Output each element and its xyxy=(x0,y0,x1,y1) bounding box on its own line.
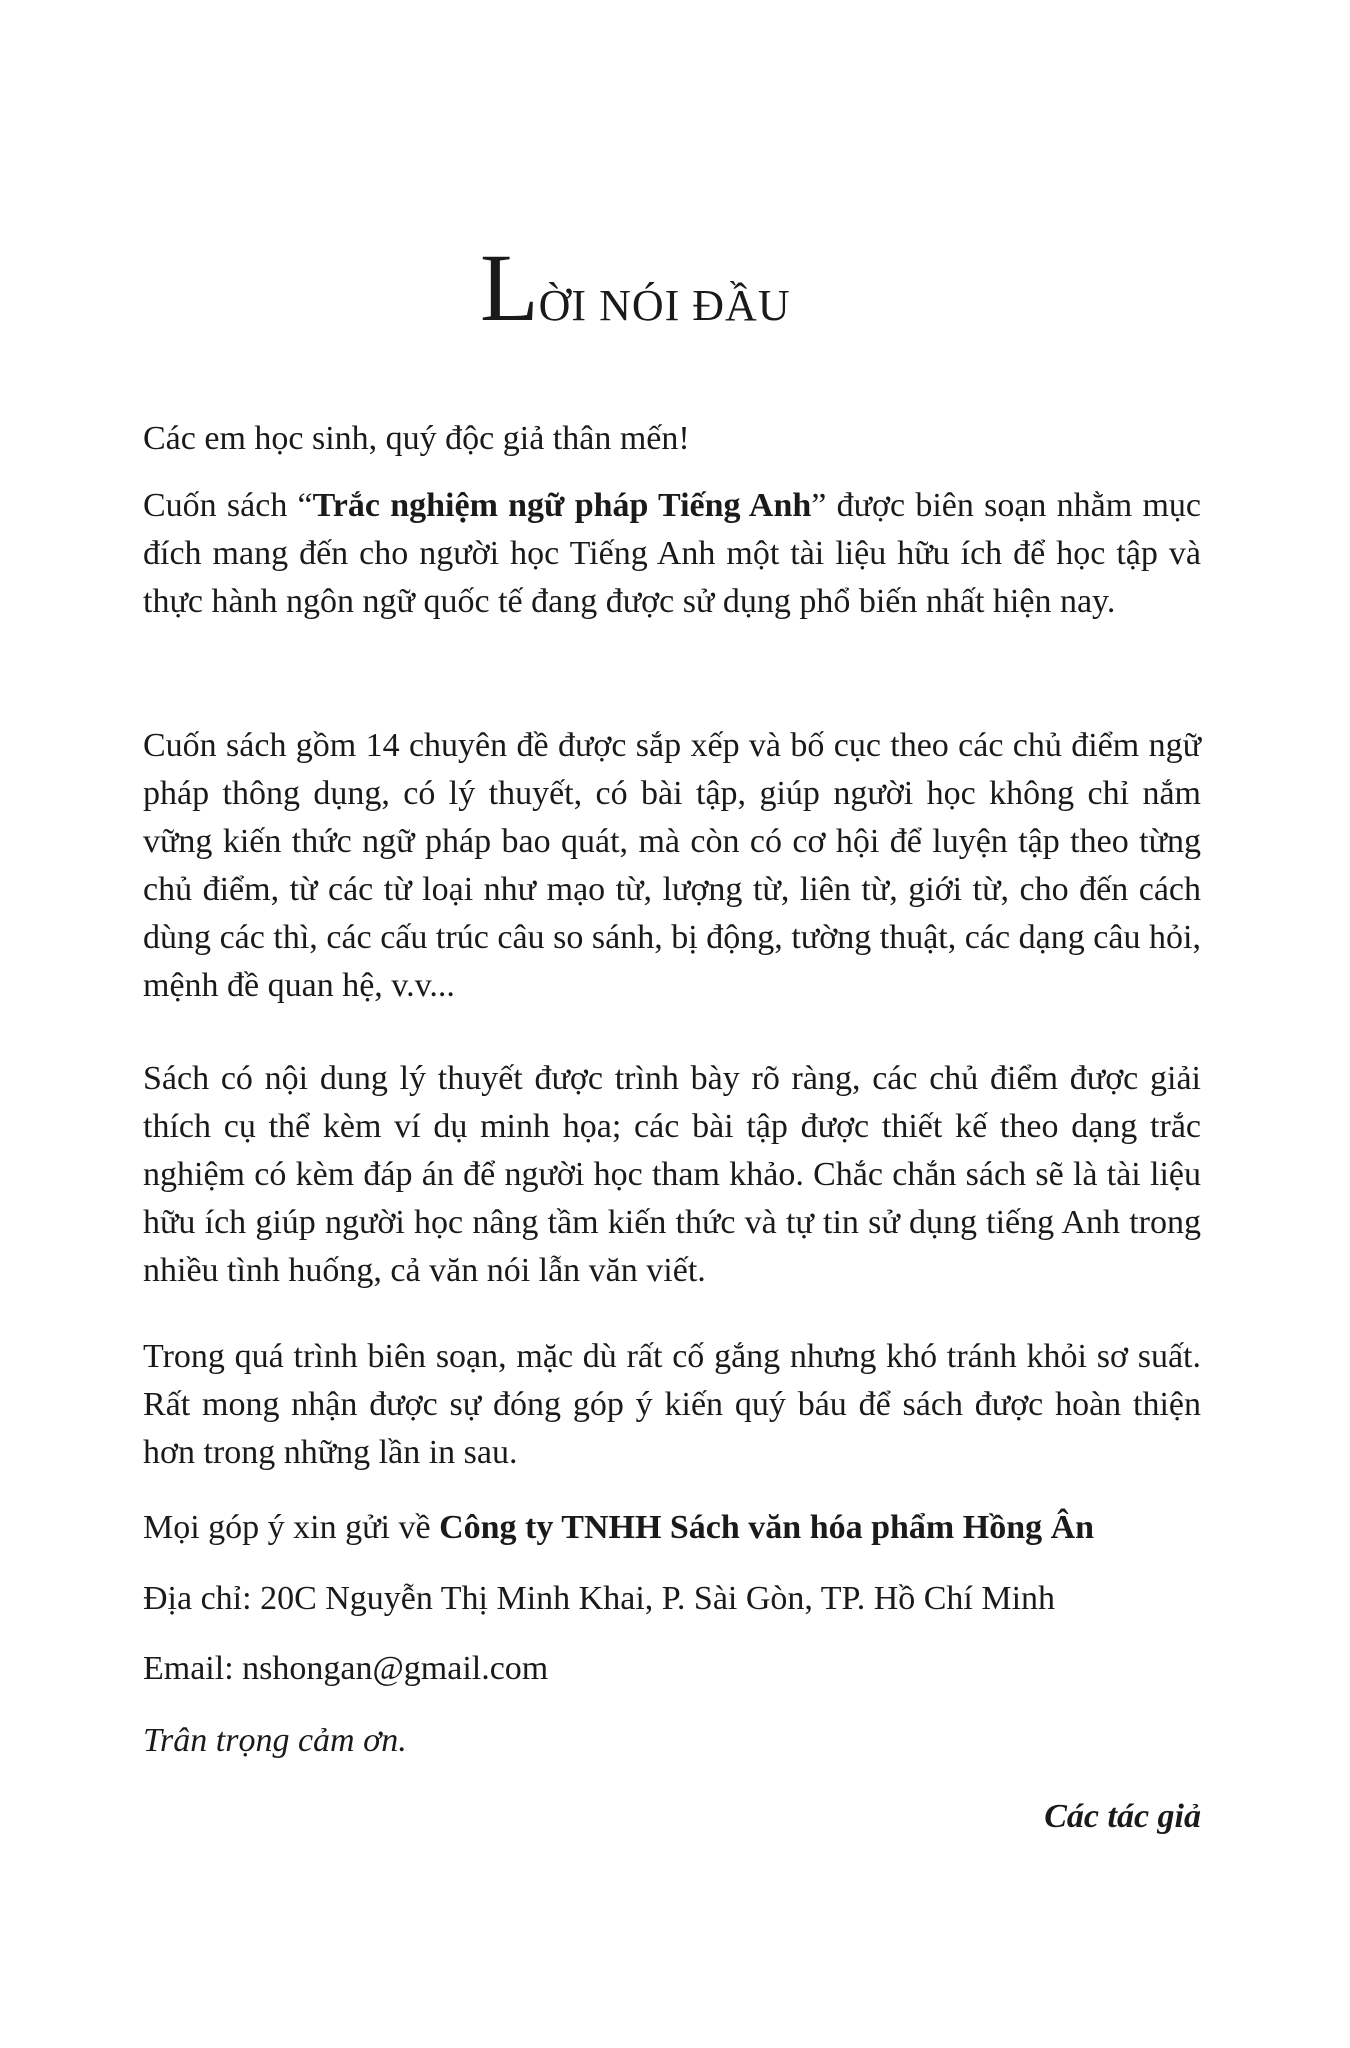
paragraph-intro-before: Cuốn sách “ xyxy=(143,487,313,524)
feedback-line xyxy=(143,1504,1201,1552)
feedback-prefix: Mọi góp ý xin gửi về xyxy=(143,1509,440,1546)
company-name: Công ty TNHH Sách văn hóa phẩm Hồng Ân xyxy=(439,1509,1095,1546)
page-title xyxy=(480,234,791,341)
paragraph-feedback: Trong quá trình biên soạn, mặc dù rất cố gắng nhưng khó tránh khỏi sơ suất. Rất mong nhận được sự đóng góp ý kiến quý báu để sách được hoàn thiện hơn trong những lần in sau. xyxy=(143,1338,1201,1471)
title-initial: L xyxy=(480,234,539,341)
paragraph-intro-after: ” được biên soạn nhằm mục đích mang đến cho người học Tiếng Anh một tài liệu hữu ích để học tập và thực hành ngôn ngữ quốc tế đang được sử dụng phổ biến nhất hiện nay. xyxy=(143,487,1201,620)
greeting: Các em học sinh, quý độc giả thân mến! xyxy=(143,420,690,457)
paragraph-features: Sách có nội dung lý thuyết được trình bày rõ ràng, các chủ điểm được giải thích cụ thể kèm ví dụ minh họa; các bài tập được thiết kế theo dạng trắc nghiệm có kèm đáp án để người học tham khảo. Chắc chắn sách sẽ là tài liệu hữu ích giúp người học nâng tầm kiến thức và tự tin sử dụng tiếng Anh trong nhiều tình huống, cả văn nói lẫn văn viết. xyxy=(143,1060,1201,1289)
paragraph-intro xyxy=(143,482,1201,626)
address-line: Địa chỉ: 20C Nguyễn Thị Minh Khai, P. Sài Gòn, TP. Hồ Chí Minh xyxy=(143,1580,1056,1617)
signature: Các tác giả xyxy=(1044,1798,1201,1835)
thanks-line: Trân trọng cảm ơn. xyxy=(143,1722,407,1759)
title-rest: ỜI NÓI ĐẦU xyxy=(538,281,791,330)
email-line: Email: nshongan@gmail.com xyxy=(143,1650,549,1687)
paragraph-contents: Cuốn sách gồm 14 chuyên đề được sắp xếp và bố cục theo các chủ điểm ngữ pháp thông dụng, có lý thuyết, có bài tập, giúp người học không chỉ nắm vững kiến thức ngữ pháp bao quát, mà còn có cơ hội để luyện tập theo từng chủ điểm, từ các từ loại như mạo từ, lượng từ, liên từ, giới từ, cho đến cách dùng các thì, các cấu trúc câu so sánh, bị động, tường thuật, các dạng câu hỏi, mệnh đề quan hệ, v.v... xyxy=(143,727,1201,1004)
book-title: Trắc nghiệm ngữ pháp Tiếng Anh xyxy=(312,487,812,524)
